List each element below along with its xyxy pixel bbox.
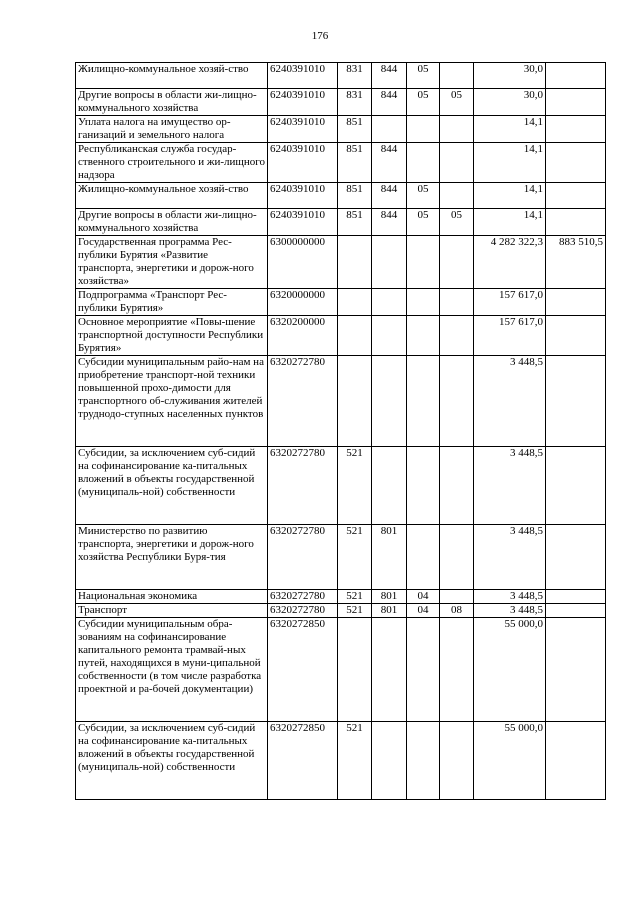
section-code-cell xyxy=(407,722,440,800)
target-code-cell: 6240391010 xyxy=(268,209,338,236)
section-code-cell xyxy=(407,618,440,722)
subsection-code-cell: 05 xyxy=(440,209,474,236)
second-amount-cell xyxy=(546,316,606,356)
grbs-code-cell xyxy=(338,236,372,289)
target-code-cell: 6240391010 xyxy=(268,63,338,89)
amount-cell: 30,0 xyxy=(474,89,546,116)
grbs-code-cell: 831 xyxy=(338,63,372,89)
expense-code-cell xyxy=(372,722,407,800)
row-name-cell: Жилищно-коммунальное хозяй-ство xyxy=(76,183,268,209)
amount-cell: 4 282 322,3 xyxy=(474,236,546,289)
row-name-cell: Министерство по развитию транспорта, энергетики и дорож-ного хозяйства Республики Буря-тия xyxy=(76,525,268,590)
target-code-cell: 6320272850 xyxy=(268,722,338,800)
table-row xyxy=(76,143,606,183)
section-code-cell: 05 xyxy=(407,89,440,116)
second-amount-cell xyxy=(546,447,606,525)
target-code-cell: 6240391010 xyxy=(268,183,338,209)
grbs-code-cell: 851 xyxy=(338,183,372,209)
target-code-cell: 6320272780 xyxy=(268,525,338,590)
second-amount-cell xyxy=(546,143,606,183)
section-code-cell: 04 xyxy=(407,590,440,604)
second-amount-cell xyxy=(546,590,606,604)
table-row xyxy=(76,236,606,289)
expense-code-cell: 844 xyxy=(372,63,407,89)
expense-code-cell: 844 xyxy=(372,183,407,209)
expense-code-cell xyxy=(372,116,407,143)
section-code-cell xyxy=(407,236,440,289)
row-name-cell: Республиканская служба государ-ственного строительного и жи-лищного надзора xyxy=(76,143,268,183)
target-code-cell: 6240391010 xyxy=(268,116,338,143)
second-amount-cell xyxy=(546,289,606,316)
amount-cell: 3 448,5 xyxy=(474,590,546,604)
second-amount-cell: 883 510,5 xyxy=(546,236,606,289)
table-row xyxy=(76,722,606,800)
section-code-cell: 05 xyxy=(407,183,440,209)
target-code-cell: 6320272850 xyxy=(268,618,338,722)
expense-code-cell: 801 xyxy=(372,604,407,618)
table-row xyxy=(76,447,606,525)
subsection-code-cell: 05 xyxy=(440,89,474,116)
target-code-cell: 6320000000 xyxy=(268,289,338,316)
second-amount-cell xyxy=(546,618,606,722)
grbs-code-cell xyxy=(338,356,372,447)
grbs-code-cell: 521 xyxy=(338,447,372,525)
table-row xyxy=(76,590,606,604)
row-name-cell: Другие вопросы в области жи-лищно-коммунального хозяйства xyxy=(76,209,268,236)
subsection-code-cell: 08 xyxy=(440,604,474,618)
table-row xyxy=(76,209,606,236)
row-name-cell: Другие вопросы в области жи-лищно-коммунального хозяйства xyxy=(76,89,268,116)
subsection-code-cell xyxy=(440,316,474,356)
subsection-code-cell xyxy=(440,183,474,209)
table-row xyxy=(76,316,606,356)
table-row xyxy=(76,525,606,590)
target-code-cell: 6320272780 xyxy=(268,447,338,525)
table-row xyxy=(76,356,606,447)
subsection-code-cell xyxy=(440,236,474,289)
grbs-code-cell xyxy=(338,316,372,356)
subsection-code-cell xyxy=(440,63,474,89)
second-amount-cell xyxy=(546,116,606,143)
expense-code-cell xyxy=(372,618,407,722)
section-code-cell xyxy=(407,116,440,143)
expense-code-cell xyxy=(372,356,407,447)
amount-cell: 14,1 xyxy=(474,143,546,183)
section-code-cell xyxy=(407,316,440,356)
budget-table xyxy=(75,62,606,800)
expense-code-cell xyxy=(372,316,407,356)
row-name-cell: Жилищно-коммунальное хозяй-ство xyxy=(76,63,268,89)
grbs-code-cell: 521 xyxy=(338,722,372,800)
subsection-code-cell xyxy=(440,116,474,143)
grbs-code-cell: 851 xyxy=(338,143,372,183)
target-code-cell: 6240391010 xyxy=(268,89,338,116)
section-code-cell xyxy=(407,289,440,316)
expense-code-cell xyxy=(372,447,407,525)
row-name-cell: Субсидии, за исключением суб-сидий на софинансирование ка-питальных вложений в объекты государственной (муниципаль-ной) собственности xyxy=(76,722,268,800)
row-name-cell: Национальная экономика xyxy=(76,590,268,604)
target-code-cell: 6240391010 xyxy=(268,143,338,183)
target-code-cell: 6300000000 xyxy=(268,236,338,289)
table-body xyxy=(76,63,606,800)
row-name-cell: Государственная программа Рес-публики Бурятия «Развитие транспорта, энергетики и дорож-ного хозяйства» xyxy=(76,236,268,289)
expense-code-cell: 801 xyxy=(372,590,407,604)
section-code-cell: 05 xyxy=(407,63,440,89)
section-code-cell xyxy=(407,525,440,590)
row-name-cell: Субсидии, за исключением суб-сидий на софинансирование ка-питальных вложений в объекты государственной (муниципаль-ной) собственности xyxy=(76,447,268,525)
section-code-cell: 05 xyxy=(407,209,440,236)
amount-cell: 30,0 xyxy=(474,63,546,89)
table-row xyxy=(76,183,606,209)
expense-code-cell: 844 xyxy=(372,143,407,183)
subsection-code-cell xyxy=(440,525,474,590)
expense-code-cell xyxy=(372,289,407,316)
amount-cell: 55 000,0 xyxy=(474,618,546,722)
subsection-code-cell xyxy=(440,289,474,316)
section-code-cell xyxy=(407,356,440,447)
table-row xyxy=(76,89,606,116)
row-name-cell: Субсидии муниципальным райо-нам на приобретение транспорт-ной техники повышенной прохо-димости для транспортного об-служивания жителей труднодо-ступных населенных пунктов xyxy=(76,356,268,447)
second-amount-cell xyxy=(546,722,606,800)
grbs-code-cell: 521 xyxy=(338,590,372,604)
table-row xyxy=(76,604,606,618)
row-name-cell: Уплата налога на имущество ор-ганизаций и земельного налога xyxy=(76,116,268,143)
expense-code-cell: 844 xyxy=(372,89,407,116)
subsection-code-cell xyxy=(440,722,474,800)
subsection-code-cell xyxy=(440,447,474,525)
target-code-cell: 6320272780 xyxy=(268,604,338,618)
section-code-cell: 04 xyxy=(407,604,440,618)
grbs-code-cell: 851 xyxy=(338,209,372,236)
grbs-code-cell xyxy=(338,289,372,316)
amount-cell: 3 448,5 xyxy=(474,356,546,447)
amount-cell: 3 448,5 xyxy=(474,525,546,590)
section-code-cell xyxy=(407,143,440,183)
subsection-code-cell xyxy=(440,356,474,447)
target-code-cell: 6320200000 xyxy=(268,316,338,356)
amount-cell: 14,1 xyxy=(474,116,546,143)
second-amount-cell xyxy=(546,604,606,618)
grbs-code-cell: 831 xyxy=(338,89,372,116)
page-number: 176 xyxy=(311,30,329,42)
subsection-code-cell xyxy=(440,143,474,183)
table-row xyxy=(76,63,606,89)
amount-cell: 157 617,0 xyxy=(474,289,546,316)
target-code-cell: 6320272780 xyxy=(268,590,338,604)
expense-code-cell xyxy=(372,236,407,289)
subsection-code-cell xyxy=(440,590,474,604)
grbs-code-cell: 521 xyxy=(338,525,372,590)
expense-code-cell: 801 xyxy=(372,525,407,590)
second-amount-cell xyxy=(546,89,606,116)
table-row xyxy=(76,116,606,143)
amount-cell: 14,1 xyxy=(474,209,546,236)
amount-cell: 14,1 xyxy=(474,183,546,209)
row-name-cell: Основное мероприятие «Повы-шение транспортной доступности Республики Бурятия» xyxy=(76,316,268,356)
table-row xyxy=(76,289,606,316)
target-code-cell: 6320272780 xyxy=(268,356,338,447)
section-code-cell xyxy=(407,447,440,525)
subsection-code-cell xyxy=(440,618,474,722)
grbs-code-cell: 521 xyxy=(338,604,372,618)
row-name-cell: Подпрограмма «Транспорт Рес-публики Бурятия» xyxy=(76,289,268,316)
second-amount-cell xyxy=(546,183,606,209)
amount-cell: 3 448,5 xyxy=(474,447,546,525)
grbs-code-cell: 851 xyxy=(338,116,372,143)
amount-cell: 3 448,5 xyxy=(474,604,546,618)
second-amount-cell xyxy=(546,209,606,236)
row-name-cell: Субсидии муниципальным обра-зованиям на софинансирование капитального ремонта трамвай-ных путей, находящихся в муни-ципальной собственности (в том числе разработка проектной и ра-бочей документации) xyxy=(76,618,268,722)
expense-code-cell: 844 xyxy=(372,209,407,236)
second-amount-cell xyxy=(546,525,606,590)
amount-cell: 157 617,0 xyxy=(474,316,546,356)
table-row xyxy=(76,618,606,722)
second-amount-cell xyxy=(546,356,606,447)
second-amount-cell xyxy=(546,63,606,89)
grbs-code-cell xyxy=(338,618,372,722)
amount-cell: 55 000,0 xyxy=(474,722,546,800)
row-name-cell: Транспорт xyxy=(76,604,268,618)
